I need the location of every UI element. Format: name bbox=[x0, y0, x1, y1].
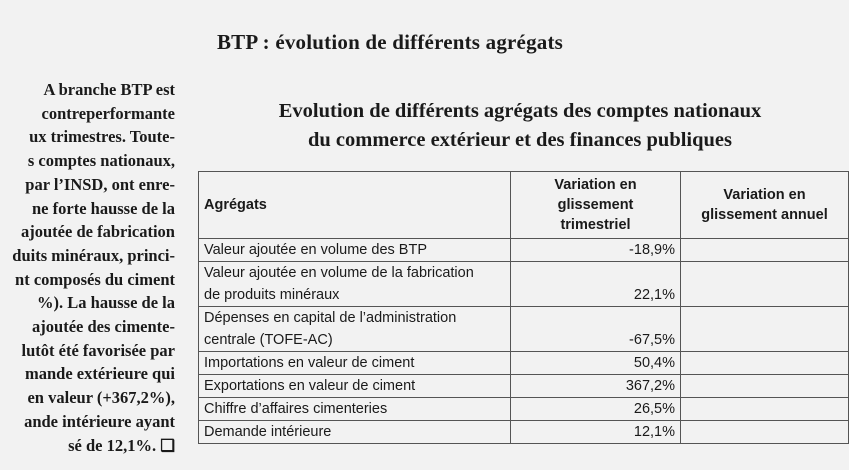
row-annual-value bbox=[681, 262, 849, 307]
header-aggregates: Agrégats bbox=[199, 172, 511, 239]
row-annual-value bbox=[681, 398, 849, 421]
article-body-text bbox=[0, 78, 175, 457]
table-row bbox=[199, 307, 849, 352]
header-quarterly-variation bbox=[511, 172, 681, 239]
row-annual-value bbox=[681, 307, 849, 352]
row-label-text: Valeur ajoutée en volume des BTP bbox=[204, 242, 428, 258]
table-row bbox=[199, 352, 849, 375]
body-line: sé de 12,1%. ❑ bbox=[68, 435, 175, 455]
body-line: ande intérieure ayant bbox=[24, 411, 175, 431]
table-row bbox=[199, 375, 849, 398]
table-row bbox=[199, 239, 849, 262]
table-title-line-1: Evolution de différents agrégats des comptes nationaux bbox=[278, 100, 762, 122]
aggregates-table bbox=[198, 171, 849, 444]
table-row bbox=[199, 398, 849, 421]
row-label-text: Exportations en valeur de ciment bbox=[204, 378, 416, 394]
row-annual-value bbox=[681, 421, 849, 444]
body-line: s comptes nationaux, bbox=[27, 151, 175, 171]
row-quarterly-value: 22,1% bbox=[511, 262, 681, 307]
row-quarterly-value: 50,4% bbox=[511, 352, 681, 375]
row-quarterly-value: -67,5% bbox=[511, 307, 681, 352]
body-line: mande extérieure qui bbox=[24, 364, 175, 384]
header-text: glissement annuel bbox=[701, 207, 828, 223]
row-quarterly-value: 12,1% bbox=[511, 421, 681, 444]
header-text: Variation en bbox=[554, 177, 637, 193]
row-label bbox=[199, 307, 511, 352]
row-label bbox=[199, 352, 511, 375]
row-label-text: de produits minéraux bbox=[204, 287, 340, 303]
body-line: %). La hausse de la bbox=[37, 293, 175, 313]
row-label-text: Demande intérieure bbox=[204, 424, 332, 440]
row-label-text: Valeur ajoutée en volume de la fabrication bbox=[204, 265, 474, 281]
body-line: ux trimestres. Toute- bbox=[29, 127, 175, 147]
body-line: ne forte hausse de la bbox=[32, 198, 175, 218]
row-label bbox=[199, 262, 511, 307]
row-label-text: Importations en valeur de ciment bbox=[204, 355, 415, 371]
header-text: glissement bbox=[557, 197, 634, 213]
header-text: Variation en bbox=[723, 187, 806, 203]
header-text: trimestriel bbox=[560, 217, 631, 233]
table-row bbox=[199, 421, 849, 444]
table-title-line-2: du commerce extérieur et des finances publiques bbox=[307, 129, 732, 151]
table-header-row bbox=[199, 172, 849, 239]
row-label bbox=[199, 398, 511, 421]
page-title: BTP : évolution de différents agrégats bbox=[216, 30, 564, 54]
row-label-text: Chiffre d’affaires cimenteries bbox=[204, 401, 388, 417]
body-line: A branche BTP est bbox=[43, 80, 175, 99]
row-label bbox=[199, 421, 511, 444]
row-quarterly-value: 26,5% bbox=[511, 398, 681, 421]
row-quarterly-value: -18,9% bbox=[511, 239, 681, 262]
body-line: nt composés du ciment bbox=[15, 269, 175, 289]
row-annual-value bbox=[681, 239, 849, 262]
table-row bbox=[199, 262, 849, 307]
body-line: en valeur (+367,2%), bbox=[27, 388, 175, 408]
header-annual-variation bbox=[681, 172, 849, 239]
body-line: contreperformante bbox=[41, 103, 175, 123]
row-annual-value bbox=[681, 352, 849, 375]
body-line: ajoutée des cimente- bbox=[32, 317, 175, 337]
row-label bbox=[199, 239, 511, 262]
row-quarterly-value: 367,2% bbox=[511, 375, 681, 398]
body-line: par l’INSD, ont enre- bbox=[25, 174, 175, 194]
body-line: ajoutée de fabrication bbox=[21, 222, 175, 242]
aggregates-table-container bbox=[198, 171, 828, 446]
body-line: duits minéraux, princi- bbox=[12, 245, 175, 265]
table-title bbox=[240, 97, 800, 155]
body-line: lutôt été favorisée par bbox=[21, 340, 175, 360]
row-label-text: centrale (TOFE-AC) bbox=[204, 332, 333, 348]
row-label-text: Dépenses en capital de l’administration bbox=[204, 310, 457, 326]
row-annual-value bbox=[681, 375, 849, 398]
row-label bbox=[199, 375, 511, 398]
